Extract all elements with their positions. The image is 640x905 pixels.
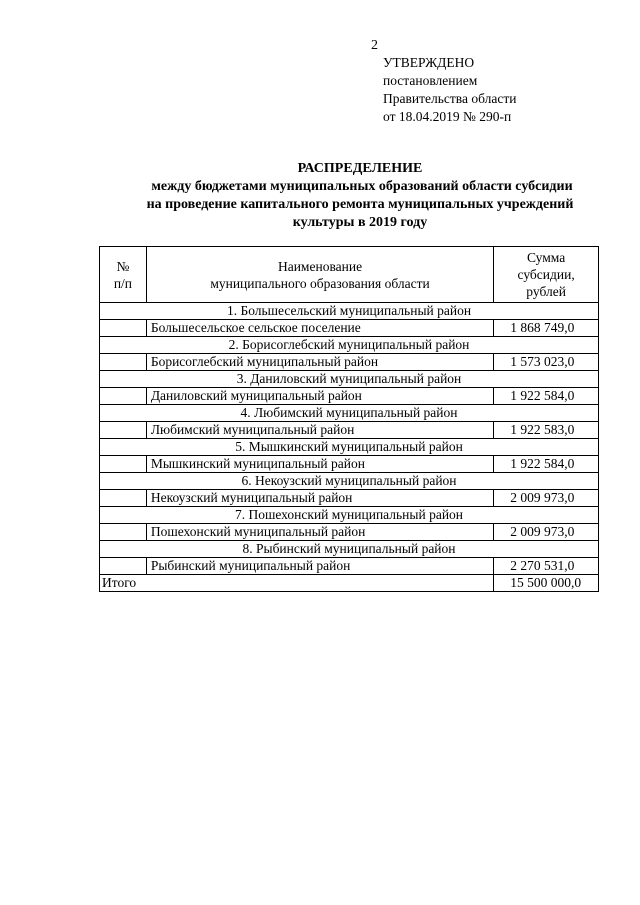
title-line: РАСПРЕДЕЛЕНИЕ (297, 161, 423, 176)
district-cell: 4. Любимский муниципальный район (100, 405, 599, 422)
number-cell (100, 320, 147, 337)
document-title (100, 160, 620, 232)
name-cell: Мышкинский муниципальный район (146, 456, 493, 473)
name-cell: Пошехонский муниципальный район (146, 524, 493, 541)
number-cell (100, 524, 147, 541)
approval-line: постановлением (383, 73, 478, 88)
number-cell (100, 354, 147, 371)
district-row (100, 541, 599, 558)
total-row (100, 575, 599, 592)
table-row (100, 320, 599, 337)
table-row (100, 524, 599, 541)
sum-cell: 1 922 584,0 (494, 388, 599, 405)
district-cell: 3. Даниловский муниципальный район (100, 371, 599, 388)
district-cell: 2. Борисоглебский муниципальный район (100, 337, 599, 354)
district-cell: 6. Некоузский муниципальный район (100, 473, 599, 490)
approval-stamp (383, 54, 516, 126)
number-cell (100, 490, 147, 507)
header-text: п/п (113, 275, 133, 291)
number-cell (100, 456, 147, 473)
name-cell: Большесельское сельское поселение (146, 320, 493, 337)
district-row (100, 303, 599, 320)
sum-cell: 1 922 584,0 (494, 456, 599, 473)
header-text: Наименование (277, 258, 363, 274)
header-sum (494, 247, 599, 303)
name-cell: Рыбинский муниципальный район (146, 558, 493, 575)
approval-line: от 18.04.2019 № 290-п (383, 109, 512, 124)
header-number (100, 247, 147, 303)
district-row (100, 507, 599, 524)
name-cell: Борисоглебский муниципальный район (146, 354, 493, 371)
name-cell: Некоузский муниципальный район (146, 490, 493, 507)
name-cell: Даниловский муниципальный район (146, 388, 493, 405)
district-row (100, 405, 599, 422)
title-line: на проведение капитального ремонта муниципальных учреждений (146, 197, 574, 212)
table-row (100, 490, 599, 507)
approval-line: Правительства области (383, 91, 517, 106)
distribution-table (99, 246, 599, 592)
approval-line: УТВЕРЖДЕНО (383, 55, 475, 70)
number-cell (100, 388, 147, 405)
page-number: 2 (371, 38, 378, 53)
table-row (100, 422, 599, 439)
sum-cell: 1 573 023,0 (494, 354, 599, 371)
district-cell: 1. Большесельский муниципальный район (100, 303, 599, 320)
district-row (100, 473, 599, 490)
district-cell: 5. Мышкинский муниципальный район (100, 439, 599, 456)
total-sum: 15 500 000,0 (494, 575, 599, 592)
district-row (100, 439, 599, 456)
sum-cell: 2 009 973,0 (494, 490, 599, 507)
header-text: муниципального образования области (210, 275, 430, 291)
table-row (100, 456, 599, 473)
district-row (100, 371, 599, 388)
header-text: рублей (526, 284, 566, 299)
header-text: Сумма (527, 250, 566, 265)
table-row (100, 354, 599, 371)
district-cell: 7. Пошехонский муниципальный район (100, 507, 599, 524)
header-text: № (116, 258, 130, 274)
table-row (100, 558, 599, 575)
title-line: культуры в 2019 году (292, 215, 428, 230)
table-header-row (100, 247, 599, 303)
sum-cell: 2 009 973,0 (494, 524, 599, 541)
title-line: между бюджетами муниципальных образований области субсидии (151, 179, 573, 194)
header-text: субсидии, (517, 267, 575, 282)
sum-cell: 2 270 531,0 (494, 558, 599, 575)
district-row (100, 337, 599, 354)
header-name (146, 247, 493, 303)
number-cell (100, 422, 147, 439)
number-cell (100, 558, 147, 575)
total-label: Итого (100, 575, 494, 592)
sum-cell: 1 922 583,0 (494, 422, 599, 439)
district-cell: 8. Рыбинский муниципальный район (100, 541, 599, 558)
name-cell: Любимский муниципальный район (146, 422, 493, 439)
table-row (100, 388, 599, 405)
sum-cell: 1 868 749,0 (494, 320, 599, 337)
